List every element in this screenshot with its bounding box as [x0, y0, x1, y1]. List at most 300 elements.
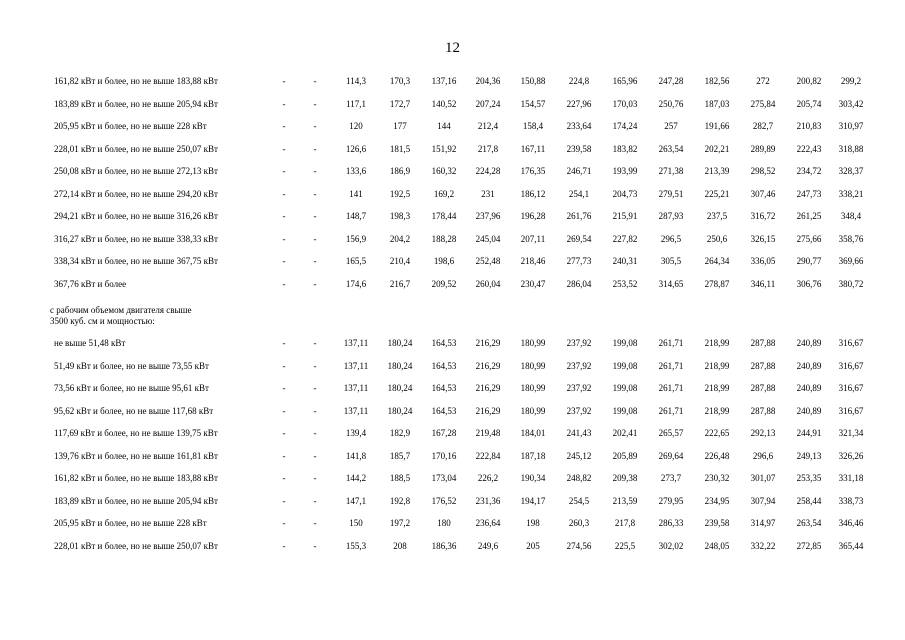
table-row: [50, 490, 870, 513]
value-cell: 192,8: [389, 495, 411, 506]
value-cell: 287,93: [658, 211, 684, 222]
value-cell: 369,66: [838, 256, 864, 267]
value-cell: 158,4: [522, 121, 544, 132]
value-cell: 318,88: [838, 143, 864, 154]
value-cell: 204,36: [475, 76, 501, 87]
value-cell: 290,77: [796, 256, 822, 267]
value-cell: 167,28: [431, 428, 457, 439]
row-label: 294,21 кВт и более, но не выше 316,26 кВт: [54, 211, 218, 222]
value-cell: 216,29: [475, 405, 501, 416]
value-cell: 307,94: [750, 495, 776, 506]
value-cell: 137,11: [343, 405, 369, 416]
dash-cell: -: [282, 188, 286, 199]
value-cell: 260,3: [568, 518, 590, 529]
value-cell: 365,44: [838, 540, 864, 551]
value-cell: 137,16: [431, 76, 457, 87]
dash-cell: -: [282, 256, 286, 267]
value-cell: 182,9: [389, 428, 411, 439]
value-cell: 167,11: [520, 143, 546, 154]
dash-cell: -: [313, 278, 317, 289]
table-row: [50, 400, 870, 423]
dash-cell: -: [313, 233, 317, 244]
row-label: 117,69 кВт и более, но не выше 139,75 кВт: [54, 428, 218, 439]
value-cell: 298,52: [750, 166, 776, 177]
value-cell: 216,7: [389, 278, 411, 289]
dash-cell: -: [282, 540, 286, 551]
value-cell: 314,65: [658, 278, 684, 289]
value-cell: 205,89: [612, 450, 638, 461]
value-cell: 200,82: [796, 76, 822, 87]
value-cell: 239,58: [566, 143, 592, 154]
value-cell: 176,52: [431, 495, 457, 506]
dash-cell: -: [282, 166, 286, 177]
value-cell: 316,72: [750, 211, 776, 222]
value-cell: 260,04: [475, 278, 501, 289]
value-cell: 245,04: [475, 233, 501, 244]
value-cell: 188,5: [389, 473, 411, 484]
row-label: 205,95 кВт и более, но не выше 228 кВт: [54, 121, 207, 132]
value-cell: 186,36: [431, 540, 457, 551]
dash-cell: -: [282, 121, 286, 132]
dash-cell: -: [282, 98, 286, 109]
value-cell: 216,29: [475, 338, 501, 349]
value-cell: 218,99: [704, 383, 730, 394]
value-cell: 213,39: [704, 166, 730, 177]
value-cell: 249,6: [477, 540, 499, 551]
value-cell: 273,7: [660, 473, 682, 484]
value-cell: 139,4: [345, 428, 367, 439]
value-cell: 274,56: [566, 540, 592, 551]
page-number: 12: [445, 40, 460, 56]
section-heading: [50, 295, 870, 332]
value-cell: 307,46: [750, 188, 776, 199]
value-cell: 176,35: [520, 166, 546, 177]
dash-cell: -: [282, 405, 286, 416]
value-cell: 117,1: [346, 98, 366, 109]
dash-cell: -: [313, 450, 317, 461]
value-cell: 148,7: [345, 211, 367, 222]
value-cell: 193,99: [612, 166, 638, 177]
value-cell: 181,5: [389, 143, 411, 154]
value-cell: 316,67: [838, 360, 864, 371]
row-label: 161,82 кВт и более, но не выше 183,88 кВт: [54, 473, 218, 484]
value-cell: 202,21: [704, 143, 730, 154]
value-cell: 216,29: [475, 360, 501, 371]
value-cell: 244,91: [796, 428, 822, 439]
value-cell: 141,8: [345, 450, 367, 461]
dash-cell: -: [282, 450, 286, 461]
value-cell: 301,07: [750, 473, 776, 484]
value-cell: 164,53: [431, 338, 457, 349]
dash-cell: -: [313, 166, 317, 177]
value-cell: 269,64: [658, 450, 684, 461]
dash-cell: -: [313, 256, 317, 267]
value-cell: 150,88: [520, 76, 546, 87]
row-label: 73,56 кВт и более, но не выше 95,61 кВт: [54, 383, 209, 394]
value-cell: 209,38: [612, 473, 638, 484]
value-cell: 224,8: [568, 76, 590, 87]
value-cell: 296,6: [752, 450, 774, 461]
value-cell: 151,92: [431, 143, 457, 154]
value-cell: 249,13: [796, 450, 822, 461]
value-cell: 230,32: [704, 473, 730, 484]
value-cell: 187,18: [520, 450, 546, 461]
value-cell: 187,03: [704, 98, 730, 109]
value-cell: 240,89: [796, 338, 822, 349]
value-cell: 282,7: [752, 121, 774, 132]
value-cell: 177: [393, 121, 407, 132]
value-cell: 289,89: [750, 143, 776, 154]
table-row: [50, 332, 870, 355]
value-cell: 261,71: [658, 405, 684, 416]
value-cell: 254,1: [568, 188, 590, 199]
value-cell: 165,96: [612, 76, 638, 87]
row-label: 316,27 кВт и более, но не выше 338,33 кВт: [54, 233, 218, 244]
value-cell: 180,99: [520, 383, 546, 394]
value-cell: 155,3: [345, 540, 367, 551]
section-heading-line1: с рабочим объемом двигателя свыше: [50, 304, 192, 315]
value-cell: 225,5: [614, 540, 636, 551]
row-label: 51,49 кВт и более, но не выше 73,55 кВт: [54, 360, 209, 371]
value-cell: 328,37: [838, 166, 864, 177]
value-cell: 250,6: [706, 233, 728, 244]
value-cell: 144: [437, 121, 451, 132]
table-row: [50, 512, 870, 535]
value-cell: 178,44: [431, 211, 457, 222]
value-cell: 185,7: [389, 450, 411, 461]
table-row: [50, 250, 870, 273]
value-cell: 180,99: [520, 360, 546, 371]
value-cell: 254,5: [568, 495, 590, 506]
value-cell: 180,24: [387, 383, 413, 394]
value-cell: 326,15: [750, 233, 776, 244]
value-cell: 218,99: [704, 338, 730, 349]
value-cell: 358,76: [838, 233, 864, 244]
value-cell: 199,08: [612, 360, 638, 371]
value-cell: 286,33: [658, 518, 684, 529]
value-cell: 196,28: [520, 211, 546, 222]
value-cell: 218,46: [520, 256, 546, 267]
value-cell: 278,87: [704, 278, 730, 289]
value-cell: 261,71: [658, 360, 684, 371]
table-row: [50, 70, 870, 93]
value-cell: 316,67: [838, 383, 864, 394]
table-row: [50, 228, 870, 251]
value-cell: 237,92: [566, 383, 592, 394]
value-cell: 180,24: [387, 338, 413, 349]
value-cell: 237,96: [475, 211, 501, 222]
value-cell: 269,54: [566, 233, 592, 244]
value-cell: 247,73: [796, 188, 822, 199]
value-cell: 247,28: [658, 76, 684, 87]
value-cell: 190,34: [520, 473, 546, 484]
value-cell: 227,96: [566, 98, 592, 109]
value-cell: 212,4: [477, 121, 499, 132]
dash-cell: -: [313, 518, 317, 529]
value-cell: 170,03: [612, 98, 638, 109]
value-cell: 207,11: [520, 233, 546, 244]
value-cell: 234,72: [796, 166, 822, 177]
value-cell: 133,6: [345, 166, 367, 177]
value-cell: 233,64: [566, 121, 592, 132]
value-cell: 338,21: [838, 188, 864, 199]
value-cell: 380,72: [838, 278, 864, 289]
dash-cell: -: [313, 143, 317, 154]
value-cell: 225,21: [704, 188, 730, 199]
value-cell: 279,95: [658, 495, 684, 506]
value-cell: 213,59: [612, 495, 638, 506]
value-cell: 246,71: [566, 166, 592, 177]
value-cell: 180,24: [387, 360, 413, 371]
value-cell: 239,58: [704, 518, 730, 529]
table-row: [50, 93, 870, 116]
dash-cell: -: [282, 76, 286, 87]
value-cell: 170,3: [389, 76, 411, 87]
value-cell: 237,92: [566, 360, 592, 371]
value-cell: 210,4: [389, 256, 411, 267]
dash-cell: -: [282, 278, 286, 289]
value-cell: 222,43: [796, 143, 822, 154]
value-cell: 219,48: [475, 428, 501, 439]
row-label: 228,01 кВт и более, но не выше 250,07 кВт: [54, 143, 218, 154]
value-cell: 310,97: [838, 121, 864, 132]
value-cell: 165,5: [345, 256, 367, 267]
table-row: [50, 377, 870, 400]
value-cell: 224,28: [475, 166, 501, 177]
dash-cell: -: [282, 338, 286, 349]
table-body: [50, 70, 870, 557]
dash-cell: -: [282, 428, 286, 439]
table-row: [50, 183, 870, 206]
value-cell: 126,6: [345, 143, 367, 154]
tariff-table: [50, 70, 870, 557]
value-cell: 326,26: [838, 450, 864, 461]
value-cell: 287,88: [750, 405, 776, 416]
row-label: 367,76 кВт и более: [54, 278, 127, 289]
value-cell: 186,12: [520, 188, 546, 199]
value-cell: 279,51: [658, 188, 684, 199]
value-cell: 287,88: [750, 360, 776, 371]
table-row: [50, 160, 870, 183]
value-cell: 348,4: [840, 211, 862, 222]
value-cell: 263,54: [796, 518, 822, 529]
dash-cell: -: [282, 518, 286, 529]
value-cell: 180,99: [520, 338, 546, 349]
value-cell: 147,1: [345, 495, 367, 506]
value-cell: 346,46: [838, 518, 864, 529]
value-cell: 258,44: [796, 495, 822, 506]
value-cell: 287,88: [750, 383, 776, 394]
row-label: 338,34 кВт и более, но не выше 367,75 кВт: [54, 256, 218, 267]
value-cell: 174,24: [612, 121, 638, 132]
value-cell: 205: [526, 540, 540, 551]
value-cell: 331,18: [838, 473, 864, 484]
table-row: [50, 535, 870, 558]
value-cell: 141: [349, 188, 363, 199]
value-cell: 261,25: [796, 211, 822, 222]
dash-cell: -: [313, 383, 317, 394]
value-cell: 150: [349, 518, 363, 529]
row-label: 161,82 кВт и более, но не выше 183,88 кВт: [54, 76, 218, 87]
value-cell: 144,2: [345, 473, 367, 484]
dash-cell: -: [282, 143, 286, 154]
value-cell: 286,04: [566, 278, 592, 289]
value-cell: 314,97: [750, 518, 776, 529]
value-cell: 182,56: [704, 76, 730, 87]
table-row: [50, 273, 870, 296]
dash-cell: -: [282, 383, 286, 394]
value-cell: 248,05: [704, 540, 730, 551]
row-label: 95,62 кВт и более, но не выше 117,68 кВт: [54, 405, 214, 416]
table-row: [50, 205, 870, 228]
dash-cell: -: [282, 211, 286, 222]
section-heading-line2: 3500 куб. см и мощностью:: [50, 315, 155, 326]
dash-cell: -: [313, 473, 317, 484]
value-cell: 216,29: [475, 383, 501, 394]
value-cell: 170,16: [431, 450, 457, 461]
value-cell: 299,2: [840, 76, 862, 87]
row-label: 228,01 кВт и более, но не выше 250,07 кВт: [54, 540, 218, 551]
value-cell: 137,11: [343, 383, 369, 394]
value-cell: 222,65: [704, 428, 730, 439]
value-cell: 164,53: [431, 383, 457, 394]
value-cell: 257: [664, 121, 678, 132]
row-label: не выше 51,48 кВт: [54, 338, 126, 349]
value-cell: 160,32: [431, 166, 457, 177]
section-heading-row: [50, 295, 870, 332]
value-cell: 240,89: [796, 405, 822, 416]
dash-cell: -: [282, 233, 286, 244]
value-cell: 164,53: [431, 360, 457, 371]
value-cell: 210,83: [796, 121, 822, 132]
value-cell: 240,89: [796, 383, 822, 394]
value-cell: 253,52: [612, 278, 638, 289]
value-cell: 137,11: [343, 338, 369, 349]
value-cell: 261,76: [566, 211, 592, 222]
value-cell: 241,43: [566, 428, 592, 439]
table-row: [50, 355, 870, 378]
value-cell: 236,64: [475, 518, 501, 529]
value-cell: 261,71: [658, 383, 684, 394]
dash-cell: -: [282, 495, 286, 506]
value-cell: 192,5: [389, 188, 411, 199]
value-cell: 338,73: [838, 495, 864, 506]
value-cell: 248,82: [566, 473, 592, 484]
value-cell: 264,34: [704, 256, 730, 267]
value-cell: 261,71: [658, 338, 684, 349]
row-label: 183,89 кВт и более, но не выше 205,94 кВт: [54, 98, 218, 109]
value-cell: 234,95: [704, 495, 730, 506]
row-label: 139,76 кВт и более, но не выше 161,81 кВт: [54, 450, 218, 461]
value-cell: 154,57: [520, 98, 546, 109]
value-cell: 245,12: [566, 450, 592, 461]
value-cell: 180,24: [387, 405, 413, 416]
value-cell: 227,82: [612, 233, 638, 244]
value-cell: 275,66: [796, 233, 822, 244]
value-cell: 336,05: [750, 256, 776, 267]
value-cell: 230,47: [520, 278, 546, 289]
row-label: 272,14 кВт и более, но не выше 294,20 кВт: [54, 188, 218, 199]
value-cell: 305,5: [660, 256, 682, 267]
dash-cell: -: [313, 360, 317, 371]
value-cell: 184,01: [520, 428, 546, 439]
dash-cell: -: [313, 188, 317, 199]
value-cell: 240,31: [612, 256, 638, 267]
value-cell: 172,7: [389, 98, 411, 109]
value-cell: 114,3: [346, 76, 366, 87]
value-cell: 316,67: [838, 338, 864, 349]
value-cell: 156,9: [345, 233, 367, 244]
value-cell: 237,5: [706, 211, 728, 222]
value-cell: 194,17: [520, 495, 546, 506]
value-cell: 302,02: [658, 540, 684, 551]
table-row: [50, 422, 870, 445]
table-row: [50, 115, 870, 138]
value-cell: 199,08: [612, 383, 638, 394]
value-cell: 346,11: [750, 278, 776, 289]
dash-cell: -: [313, 495, 317, 506]
dash-cell: -: [313, 76, 317, 87]
value-cell: 303,42: [838, 98, 864, 109]
value-cell: 204,2: [389, 233, 411, 244]
dash-cell: -: [313, 98, 317, 109]
value-cell: 208: [393, 540, 407, 551]
value-cell: 332,22: [750, 540, 776, 551]
dash-cell: -: [313, 540, 317, 551]
value-cell: 204,73: [612, 188, 638, 199]
value-cell: 275,84: [750, 98, 776, 109]
value-cell: 186,9: [389, 166, 411, 177]
value-cell: 198,3: [389, 211, 411, 222]
value-cell: 183,82: [612, 143, 638, 154]
row-label: 183,89 кВт и более, но не выше 205,94 кВт: [54, 495, 218, 506]
row-label: 250,08 кВт и более, но не выше 272,13 кВт: [54, 166, 218, 177]
dash-cell: -: [313, 428, 317, 439]
value-cell: 316,67: [838, 405, 864, 416]
value-cell: 217,8: [614, 518, 636, 529]
value-cell: 321,34: [838, 428, 864, 439]
value-cell: 237,92: [566, 405, 592, 416]
value-cell: 199,08: [612, 405, 638, 416]
value-cell: 231,36: [475, 495, 501, 506]
value-cell: 218,99: [704, 405, 730, 416]
value-cell: 306,76: [796, 278, 822, 289]
value-cell: 137,11: [343, 360, 369, 371]
dash-cell: -: [313, 121, 317, 132]
dash-cell: -: [313, 211, 317, 222]
value-cell: 120: [349, 121, 363, 132]
value-cell: 250,76: [658, 98, 684, 109]
value-cell: 277,73: [566, 256, 592, 267]
value-cell: 263,54: [658, 143, 684, 154]
value-cell: 191,66: [704, 121, 730, 132]
dash-cell: -: [282, 473, 286, 484]
value-cell: 180: [437, 518, 451, 529]
value-cell: 174,6: [345, 278, 367, 289]
table-row: [50, 467, 870, 490]
dash-cell: -: [313, 338, 317, 349]
value-cell: 188,28: [431, 233, 457, 244]
value-cell: 265,57: [658, 428, 684, 439]
dash-cell: -: [282, 360, 286, 371]
value-cell: 180,99: [520, 405, 546, 416]
value-cell: 207,24: [475, 98, 501, 109]
value-cell: 237,92: [566, 338, 592, 349]
value-cell: 272,85: [796, 540, 822, 551]
value-cell: 173,04: [431, 473, 457, 484]
value-cell: 215,91: [612, 211, 638, 222]
value-cell: 252,48: [475, 256, 501, 267]
